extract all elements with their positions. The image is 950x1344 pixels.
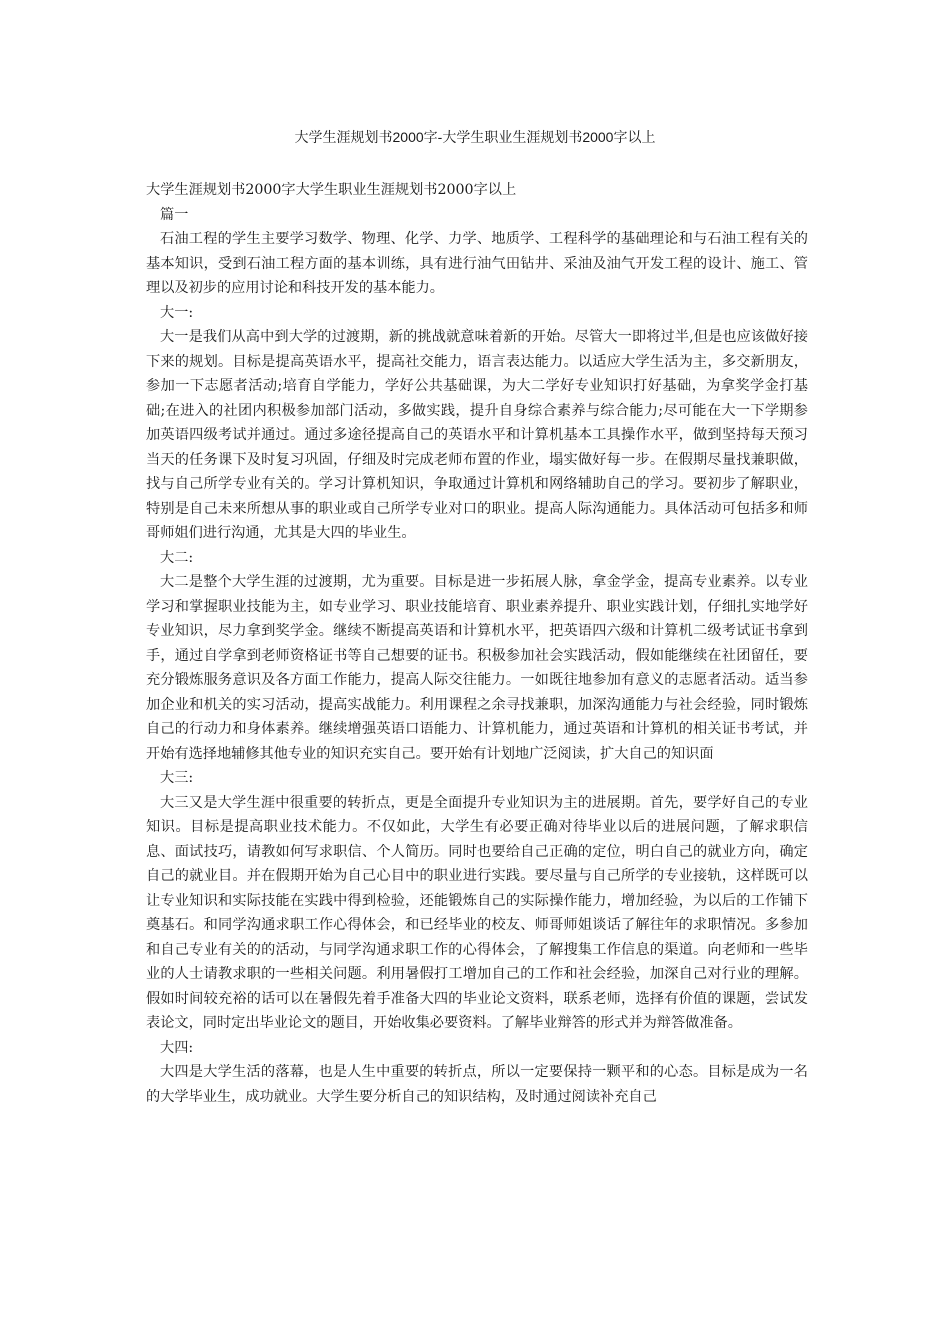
section-heading-year4: 大四: xyxy=(160,1039,194,1056)
document-subtitle: 大学生涯规划书2000字大学生职业生涯规划书2000字以上 xyxy=(146,182,517,198)
document-title: 大学生涯规划书2000字-大学生职业生涯规划书2000字以上 xyxy=(294,129,656,145)
part-label: 篇一 xyxy=(160,206,189,223)
section-heading-year1: 大一: xyxy=(160,304,194,321)
section-body-year2: 大二是整个大学生涯的过渡期，尤为重要。目标是进一步拓展人脉，拿金学金，提高专业素养。以专业学习和掌握职业技能为主，如专业学习、职业技能培育、职业素养提升、职业实践计划，仔细扎实地学好专业知识，尽力拿到奖学金。继续不断提高英语和计算机水平，把英语四六级和计算机二级考试证书拿到手，通过自学拿到老师资格证书等自己想要的证书。积极参加社会实践活动，假如能继续在社团留任，要充分锻炼服务意识及各方面工作能力，提高人际交往能力。一如既往地参加有意义的志愿者活动。适当参加企业和机关的实习活动，提高实战能力。利用课程之余寻找兼职，加深沟通能力与社会经验，同时锻炼自己的行动力和身体素养。继续增强英语口语能力、计算机能力，通过英语和计算机的相关证书考试，并开始有选择地辅修其他专业的知识充实自己。要开始有计划地广泛阅读，扩大自己的知识面 xyxy=(146,574,808,762)
document-body xyxy=(146,178,808,1109)
section-heading-year3: 大三: xyxy=(160,770,194,786)
intro-paragraph: 石油工程的学生主要学习数学、物理、化学、力学、地质学、工程科学的基础理论和与石油工程有关的基本知识，受到石油工程方面的基本训练，具有进行油气田钻井、采油及油气开发工程的设计、施工、管理以及初步的应用讨论和科技开发的基本能力。 xyxy=(146,231,808,296)
section-body-year1: 大一是我们从高中到大学的过渡期，新的挑战就意味着新的开始。尽管大一即将过半,但是也应该做好接下来的规划。目标是提高英语水平，提高社交能力，语言表达能力。以适应大学生活为主，多交新朋友，参加一下志愿者活动;培育自学能力，学好公共基础课，为大二学好专业知识打好基础，为拿奖学金打基础;在进入的社团内积极参加部门活动，多做实践，提升自身综合素养与综合能力;尽可能在大一下学期参加英语四级考试并通过。通过多途径提高自己的英语水平和计算机基本工具操作水平，做到坚持每天预习当天的任务课下及时复习巩固，仔细及时完成老师布置的作业，塌实做好每一步。在假期尽量找兼职做，找与自己所学专业有关的。学习计算机知识，争取通过计算机和网络辅助自己的学习。要初步了解职业，特别是自己未来所想从事的职业或自己所学专业对口的职业。提高人际沟通能力。具体活动可包括多和师哥师姐们进行沟通，尤其是大四的毕业生。 xyxy=(146,329,808,541)
section-body-year3: 大三又是大学生涯中很重要的转折点，更是全面提升专业知识为主的进展期。首先，要学好自己的专业知识。目标是提高职业技术能力。不仅如此，大学生有必要正确对待毕业以后的进展问题，了解求职信息、面试技巧，请教如何写求职信、个人简历。同时也要给自己正确的定位，明白自己的就业方向，确定自己的就业目。并在假期开始为自己心目中的职业进行实践。要尽量与自己所学的专业接轨，这样既可以让专业知识和实际技能在实践中得到检验，还能锻炼自己的实际操作能力，增加经验，为以后的工作铺下奠基石。和同学沟通求职工作心得体会，和已经毕业的校友、师哥师姐谈话了解往年的求职情况。多参加和自己专业有关的的活动，与同学沟通求职工作的心得体会，了解搜集工作信息的渠道。向老师和一些毕业的人士请教求职的一些相关问题。利用暑假打工增加自己的工作和社会经验，加深自己对行业的理解。假如时间较充裕的话可以在暑假先着手准备大四的毕业论文资料，联系老师，选择有价值的课题，尝试发表论文，同时定出毕业论文的题目，开始收集必要资料。了解毕业辩答的形式并为辩答做准备。 xyxy=(146,794,808,1031)
section-heading-year2: 大二: xyxy=(160,549,194,566)
section-body-year4: 大四是大学生活的落幕，也是人生中重要的转折点，所以一定要保持一颗平和的心态。目标是成为一名的大学毕业生，成功就业。大学生要分析自己的知识结构，及时通过阅读补充自己 xyxy=(146,1064,808,1105)
